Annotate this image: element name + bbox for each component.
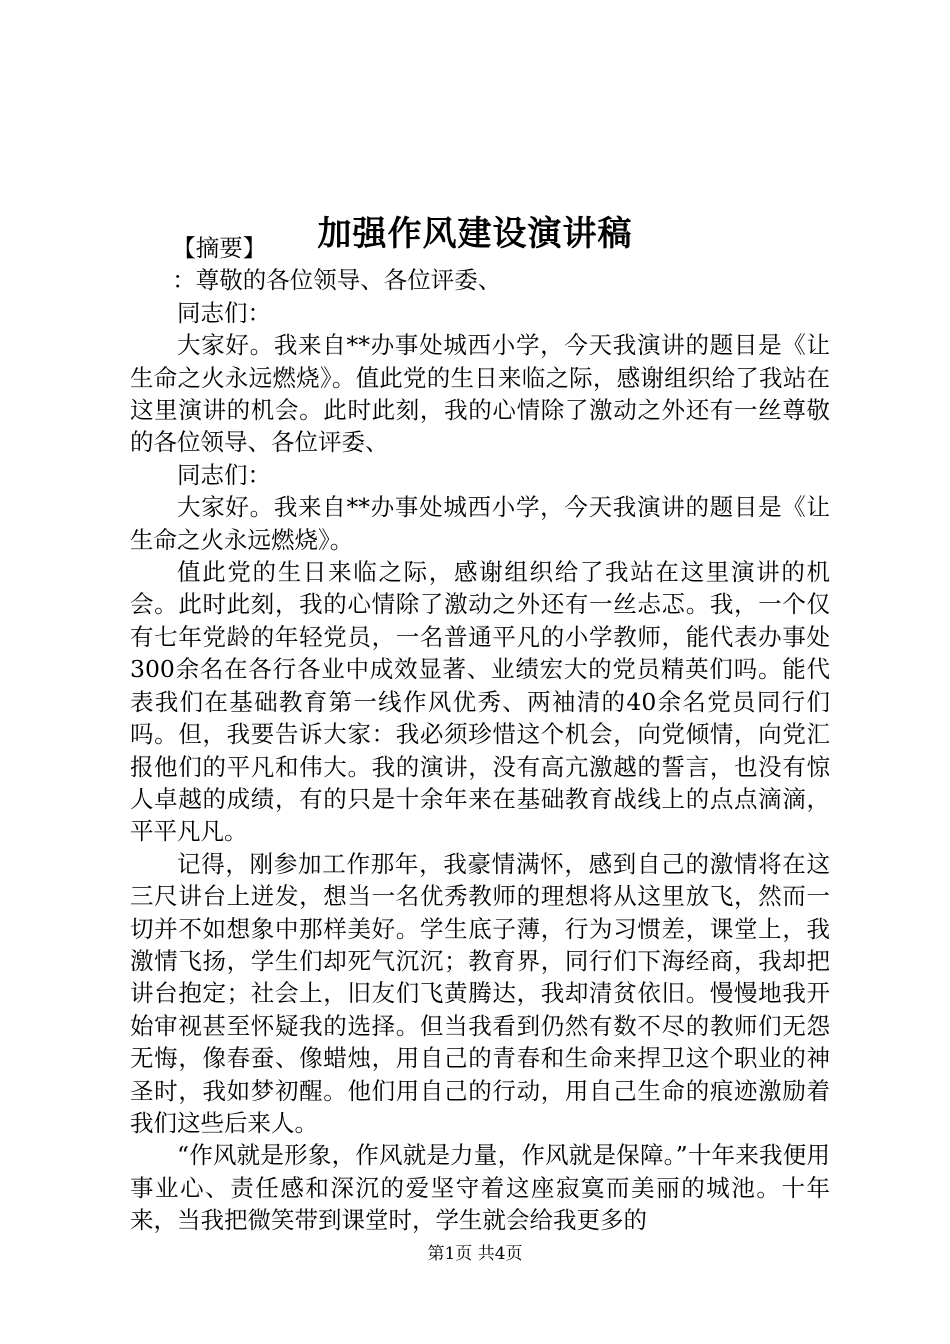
body-paragraph: 大家好。我来自**办事处城西小学，今天我演讲的题目是《让生命之火永远燃烧》。值此党的生日来临之际，感谢组织给了我站在这里演讲的机会。此时此刻，我的心情除了激动之外还有一丝尊敬的各位领导、各位评委、	[130, 331, 830, 457]
salutation: ：尊敬的各位领导、各位评委、	[172, 266, 502, 295]
salutation-comrades: 同志们：	[177, 460, 271, 489]
abstract-heading: 【摘要】	[172, 234, 267, 262]
document-title: 加强作风建设演讲稿	[317, 213, 633, 254]
body-paragraph: 记得，刚参加工作那年，我豪情满怀，感到自己的激情将在这三尺讲台上迸发，想当一名优秀教师的理想将从这里放飞，然而一切并不如想象中那样美好。学生底子薄，行为习惯差，课堂上，我激情飞扬，学生们却死气沉沉；教育界，同行们下海经商，我却把讲台抱定；社会上，旧友们飞黄腾达，我却清贫依旧。慢慢地我开始审视甚至怀疑我的选择。但当我看到仍然有数不尽的教师们无怨无悔，像春蚕、像蜡烛，用自己的青春和生命来捍卫这个职业的神圣时，我如梦初醒。他们用自己的行动，用自己生命的痕迹激励着我们这些后来人。	[130, 849, 830, 1137]
body-paragraph: “作风就是形象，作风就是力量，作风就是保障。”十年来我便用事业心、责任感和深沉的爱坚守着这座寂寞而美丽的城池。十年来，当我把微笑带到课堂时，学生就会给我更多的	[130, 1141, 830, 1235]
salutation-comrades: 同志们：	[177, 298, 271, 327]
document-body	[130, 232, 830, 1237]
page-footer: 第1页 共4页	[427, 1244, 523, 1264]
body-paragraph: 大家好。我来自**办事处城西小学，今天我演讲的题目是《让生命之火永远燃烧》。	[130, 493, 830, 554]
body-paragraph: 值此党的生日来临之际，感谢组织给了我站在这里演讲的机会。此时此刻，我的心情除了激动之外还有一丝忐忑。我，一个仅有七年党龄的年轻党员，一名普通平凡的小学教师，能代表办事处300余名在各行各业中成效显著、业绩宏大的党员精英们吗。能代表我们在基础教育第一线作风优秀、两袖清的40余名党员同行们吗。但，我要告诉大家：我必须珍惜这个机会，向党倾情，向党汇报他们的平凡和伟大。我的演讲，没有高亢激越的誓言，也没有惊人卓越的成绩，有的只是十余年来在基础教育战线上的点点滴滴，平平凡凡。	[130, 558, 830, 846]
